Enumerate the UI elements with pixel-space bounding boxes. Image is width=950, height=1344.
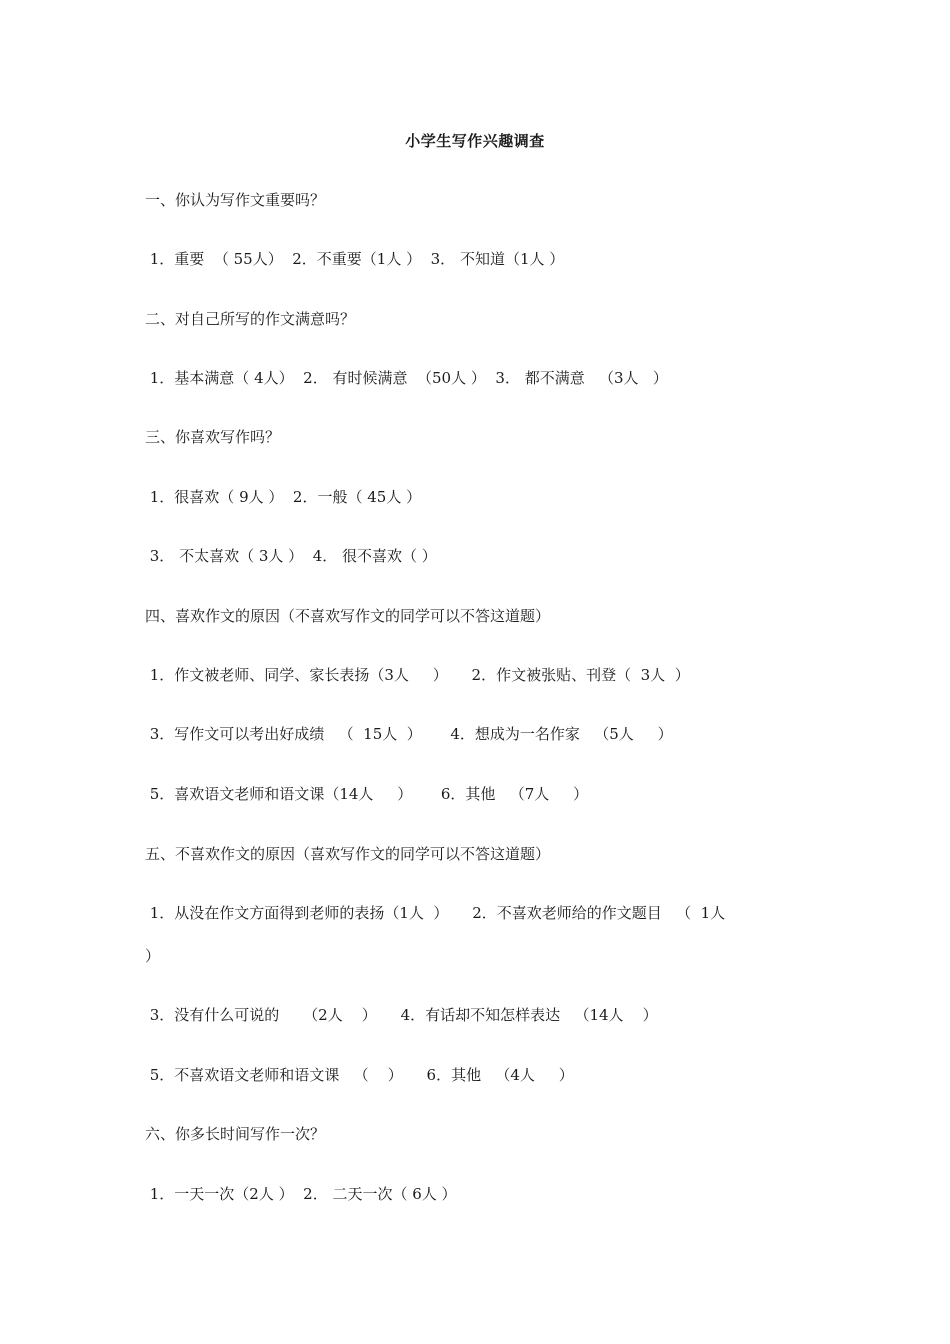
question-2-options: 1．基本满意（ 4人） 2． 有时候满意 （50人 ） 3． 都不满意 （3人 ） xyxy=(145,369,668,387)
question-1: 一、你认为写作文重要吗？ xyxy=(145,191,326,209)
question-4-options-c: 5．喜欢语文老师和语文课（14人 ） 6．其他 （7人 ） xyxy=(145,785,589,803)
question-3: 三、你喜欢写作吗？ xyxy=(145,428,281,446)
question-5-options-a-wrap: ） xyxy=(145,947,161,965)
question-5-options-c: 5．不喜欢语文老师和语文课 （ ） 6．其他 （4人 ） xyxy=(145,1066,574,1084)
question-6: 六、你多长时间写作一次？ xyxy=(145,1125,326,1143)
question-3-options-a: 1．很喜欢（ 9人 ） 2．一般（ 45人 ） xyxy=(145,488,422,506)
question-4: 四、喜欢作文的原因（不喜欢写作文的同学可以不答这道题） xyxy=(145,607,551,625)
question-4-options-a: 1．作文被老师、同学、家长表扬（3人 ） 2．作文被张贴、刊登（ 3人 ） xyxy=(145,666,690,684)
question-3-options-b: 3． 不太喜欢（ 3人 ） 4． 很不喜欢（ ） xyxy=(145,547,437,565)
question-4-options-b: 3．写作文可以考出好成绩 （ 15人 ） 4．想成为一名作家 （5人 ） xyxy=(145,725,673,743)
question-1-options: 1．重要 （ 55人） 2．不重要（1人 ） 3． 不知道（1人 ） xyxy=(145,250,565,268)
question-5: 五、不喜欢作文的原因（喜欢写作文的同学可以不答这道题） xyxy=(145,845,551,863)
question-5-options-b: 3．没有什么可说的 （2人 ） 4．有话却不知怎样表达 （14人 ） xyxy=(145,1006,658,1024)
question-6-options: 1．一天一次（2人 ） 2． 二天一次（ 6人 ） xyxy=(145,1185,457,1203)
document-title: 小学生写作兴趣调查 xyxy=(405,132,545,150)
question-2: 二、对自己所写的作文满意吗？ xyxy=(145,310,356,328)
question-5-options-a: 1．从没在作文方面得到老师的表扬（1人 ） 2．不喜欢老师给的作文题目 （ 1人 xyxy=(145,904,726,922)
